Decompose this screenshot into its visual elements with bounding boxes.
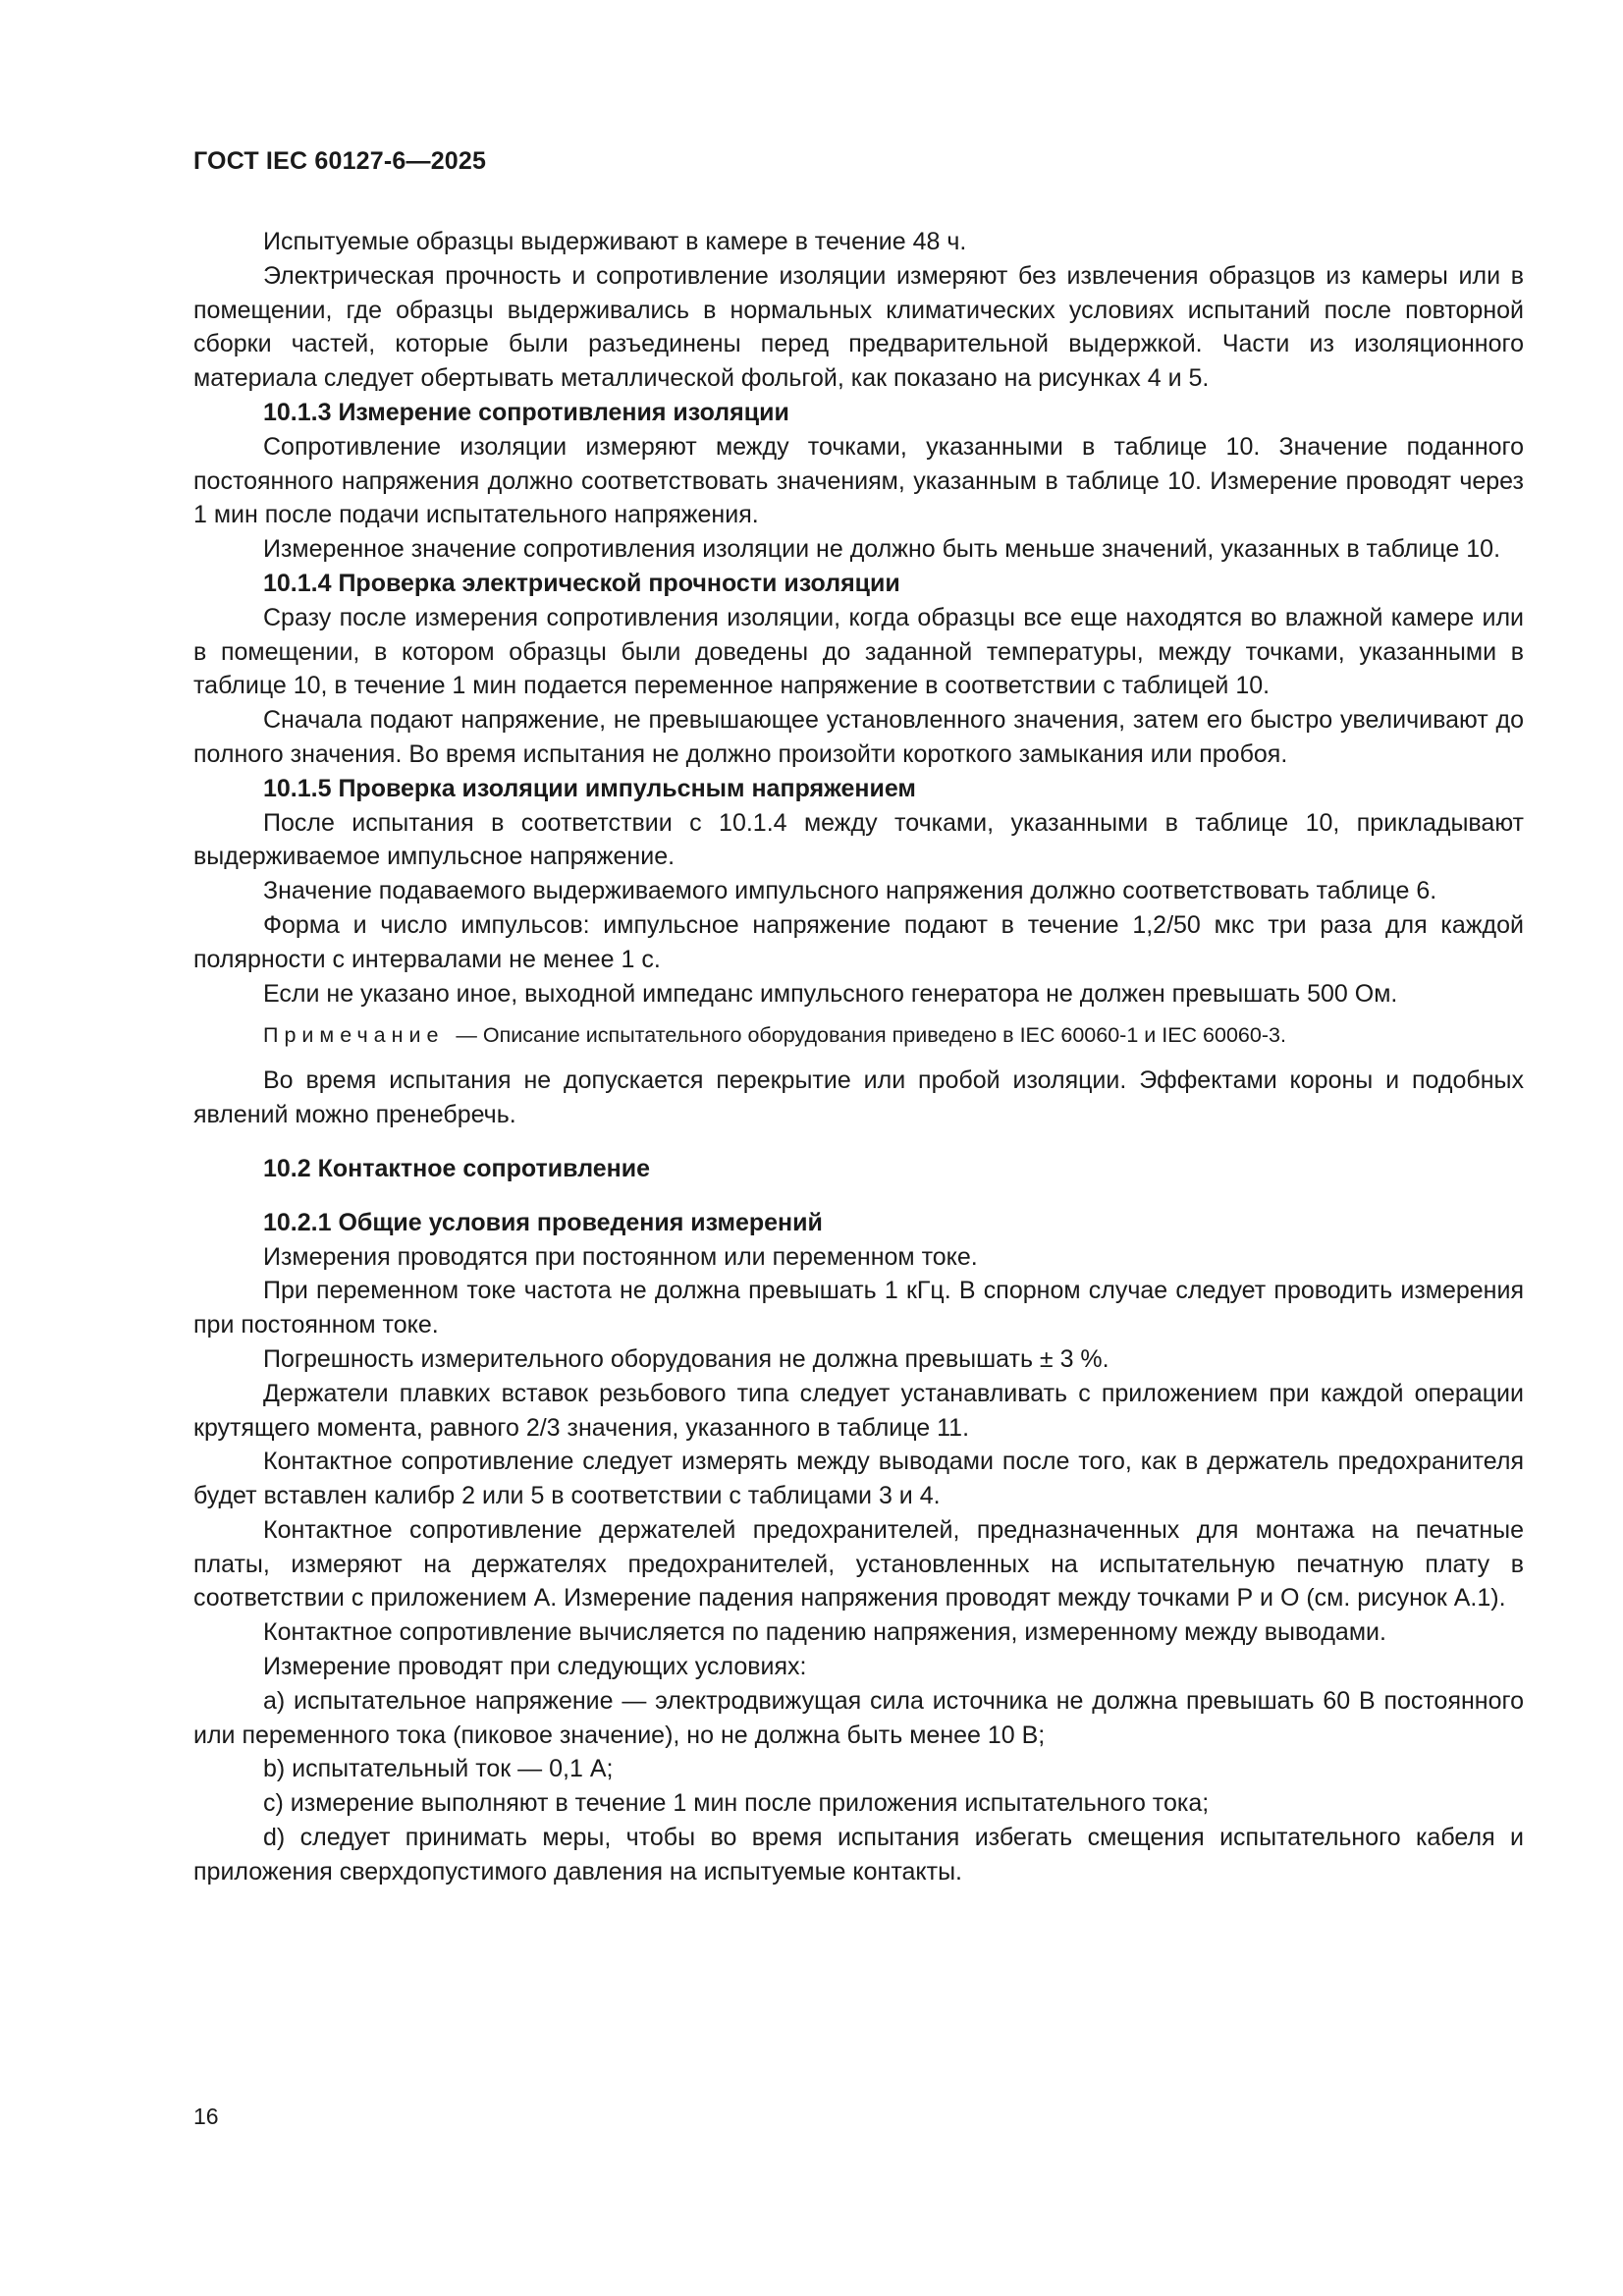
list-item: b) испытательный ток — 0,1 А;: [263, 1755, 614, 1783]
list-item: c) измерение выполняют в течение 1 мин после приложения испытательного тока;: [263, 1789, 1210, 1818]
paragraph: Измерение проводят при следующих условиях:: [263, 1653, 807, 1681]
paragraph: Форма и число импульсов: импульсное напряжение подают в течение 1,2/50 мкс три раза для каждой полярности с интервалами не менее 1 с.: [193, 910, 1524, 973]
note-label: Примечание: [263, 1023, 445, 1048]
paragraph: При переменном токе частота не должна превышать 1 кГц. В спорном случае следует проводить измерения при постоянном токе.: [193, 1277, 1524, 1339]
paragraph: Контактное сопротивление держателей предохранителей, предназначенных для монтажа на печатные платы, измеряют на держателях предохранителей, установленных на испытательную печатную плату в соответствии с приложением А. Измерение падения напряжения проводят между точками Р и О (см. рисунок А.1).: [193, 1515, 1524, 1613]
document-body: [193, 225, 1524, 1889]
paragraph: Контактное сопротивление следует измерять между выводами после того, как в держатель предохранителя будет вставлен калибр 2 или 5 в соответствии с таблицами 3 и 4.: [193, 1448, 1524, 1510]
paragraph: Во время испытания не допускается перекрытие или пробой изоляции. Эффектами короны и подобных явлений можно пренебречь.: [193, 1066, 1524, 1129]
paragraph: Сразу после измерения сопротивления изоляции, когда образцы все еще находятся во влажной камере или в помещении, в котором образцы были доведены до заданной температуры, между точками, указанными в таблице 10, в течение 1 мин подается переменное напряжение в соответствии с таблицей 10.: [193, 603, 1524, 700]
section-heading-10-1-5: 10.1.5 Проверка изоляции импульсным напряжением: [263, 774, 916, 802]
section-heading-10-1-4: 10.1.4 Проверка электрической прочности изоляции: [263, 569, 900, 597]
paragraph: Значение подаваемого выдерживаемого импульсного напряжения должно соответствовать таблице 6.: [263, 877, 1437, 905]
paragraph: Измеренное значение сопротивления изоляции не должно быть меньше значений, указанных в таблице 10.: [263, 535, 1501, 564]
document-header: ГОСТ IEC 60127-6—2025: [193, 147, 487, 175]
section-heading-10-2-1: 10.2.1 Общие условия проведения измерений: [263, 1208, 823, 1236]
note: [193, 1020, 1524, 1050]
paragraph: Погрешность измерительного оборудования не должна превышать ± 3 %.: [263, 1344, 1109, 1373]
note-text: — Описание испытательного оборудования приведено в IEC 60060-1 и IEC 60060-3.: [450, 1023, 1286, 1048]
section-heading-10-1-3: 10.1.3 Измерение сопротивления изоляции: [263, 398, 789, 426]
paragraph: Испытуемые образцы выдерживают в камере в течение 48 ч.: [263, 228, 967, 255]
paragraph: Электрическая прочность и сопротивление изоляции измеряют без извлечения образцов из камеры или в помещении, где образцы выдерживались в нормальных климатических условиях испытаний после повторной сборки частей, которые были разъединены перед предварительной выдержкой. Части из изоляционного материала следует обертывать металлической фольгой, как показано на рисунках 4 и 5.: [193, 261, 1524, 393]
paragraph: Сопротивление изоляции измеряют между точками, указанными в таблице 10. Значение поданного постоянного напряжения должно соответствовать значениям, указанным в таблице 10. Измерение проводят через 1 мин после подачи испытательного напряжения.: [193, 432, 1524, 529]
paragraph: После испытания в соответствии с 10.1.4 между точками, указанными в таблице 10, прикладывают выдерживаемое импульсное напряжение.: [193, 808, 1524, 871]
paragraph: Держатели плавких вставок резьбового типа следует устанавливать с приложением при каждой операции крутящего момента, равного 2/3 значения, указанного в таблице 11.: [193, 1379, 1524, 1442]
list-item: d) следует принимать меры, чтобы во время испытания избегать смещения испытательного кабеля и приложения сверхдопустимого давления на испытуемые контакты.: [193, 1824, 1524, 1886]
page-number: 16: [193, 2104, 219, 2129]
paragraph: Измерения проводятся при постоянном или переменном токе.: [263, 1242, 978, 1271]
paragraph: Контактное сопротивление вычисляется по падению напряжения, измеренному между выводами.: [263, 1618, 1386, 1647]
paragraph: Если не указано иное, выходной импеданс импульсного генератора не должен превышать 500 Ом.: [263, 979, 1398, 1008]
section-heading-10-2: 10.2 Контактное сопротивление: [263, 1154, 651, 1182]
list-item: а) испытательное напряжение — электродвижущая сила источника не должна превышать 60 В постоянного или переменного тока (пиковое значение), но не должна быть менее 10 В;: [193, 1686, 1524, 1749]
paragraph: Сначала подают напряжение, не превышающее установленного значения, затем его быстро увеличивают до полного значения. Во время испытания не должно произойти короткого замыкания или пробоя.: [193, 706, 1524, 768]
